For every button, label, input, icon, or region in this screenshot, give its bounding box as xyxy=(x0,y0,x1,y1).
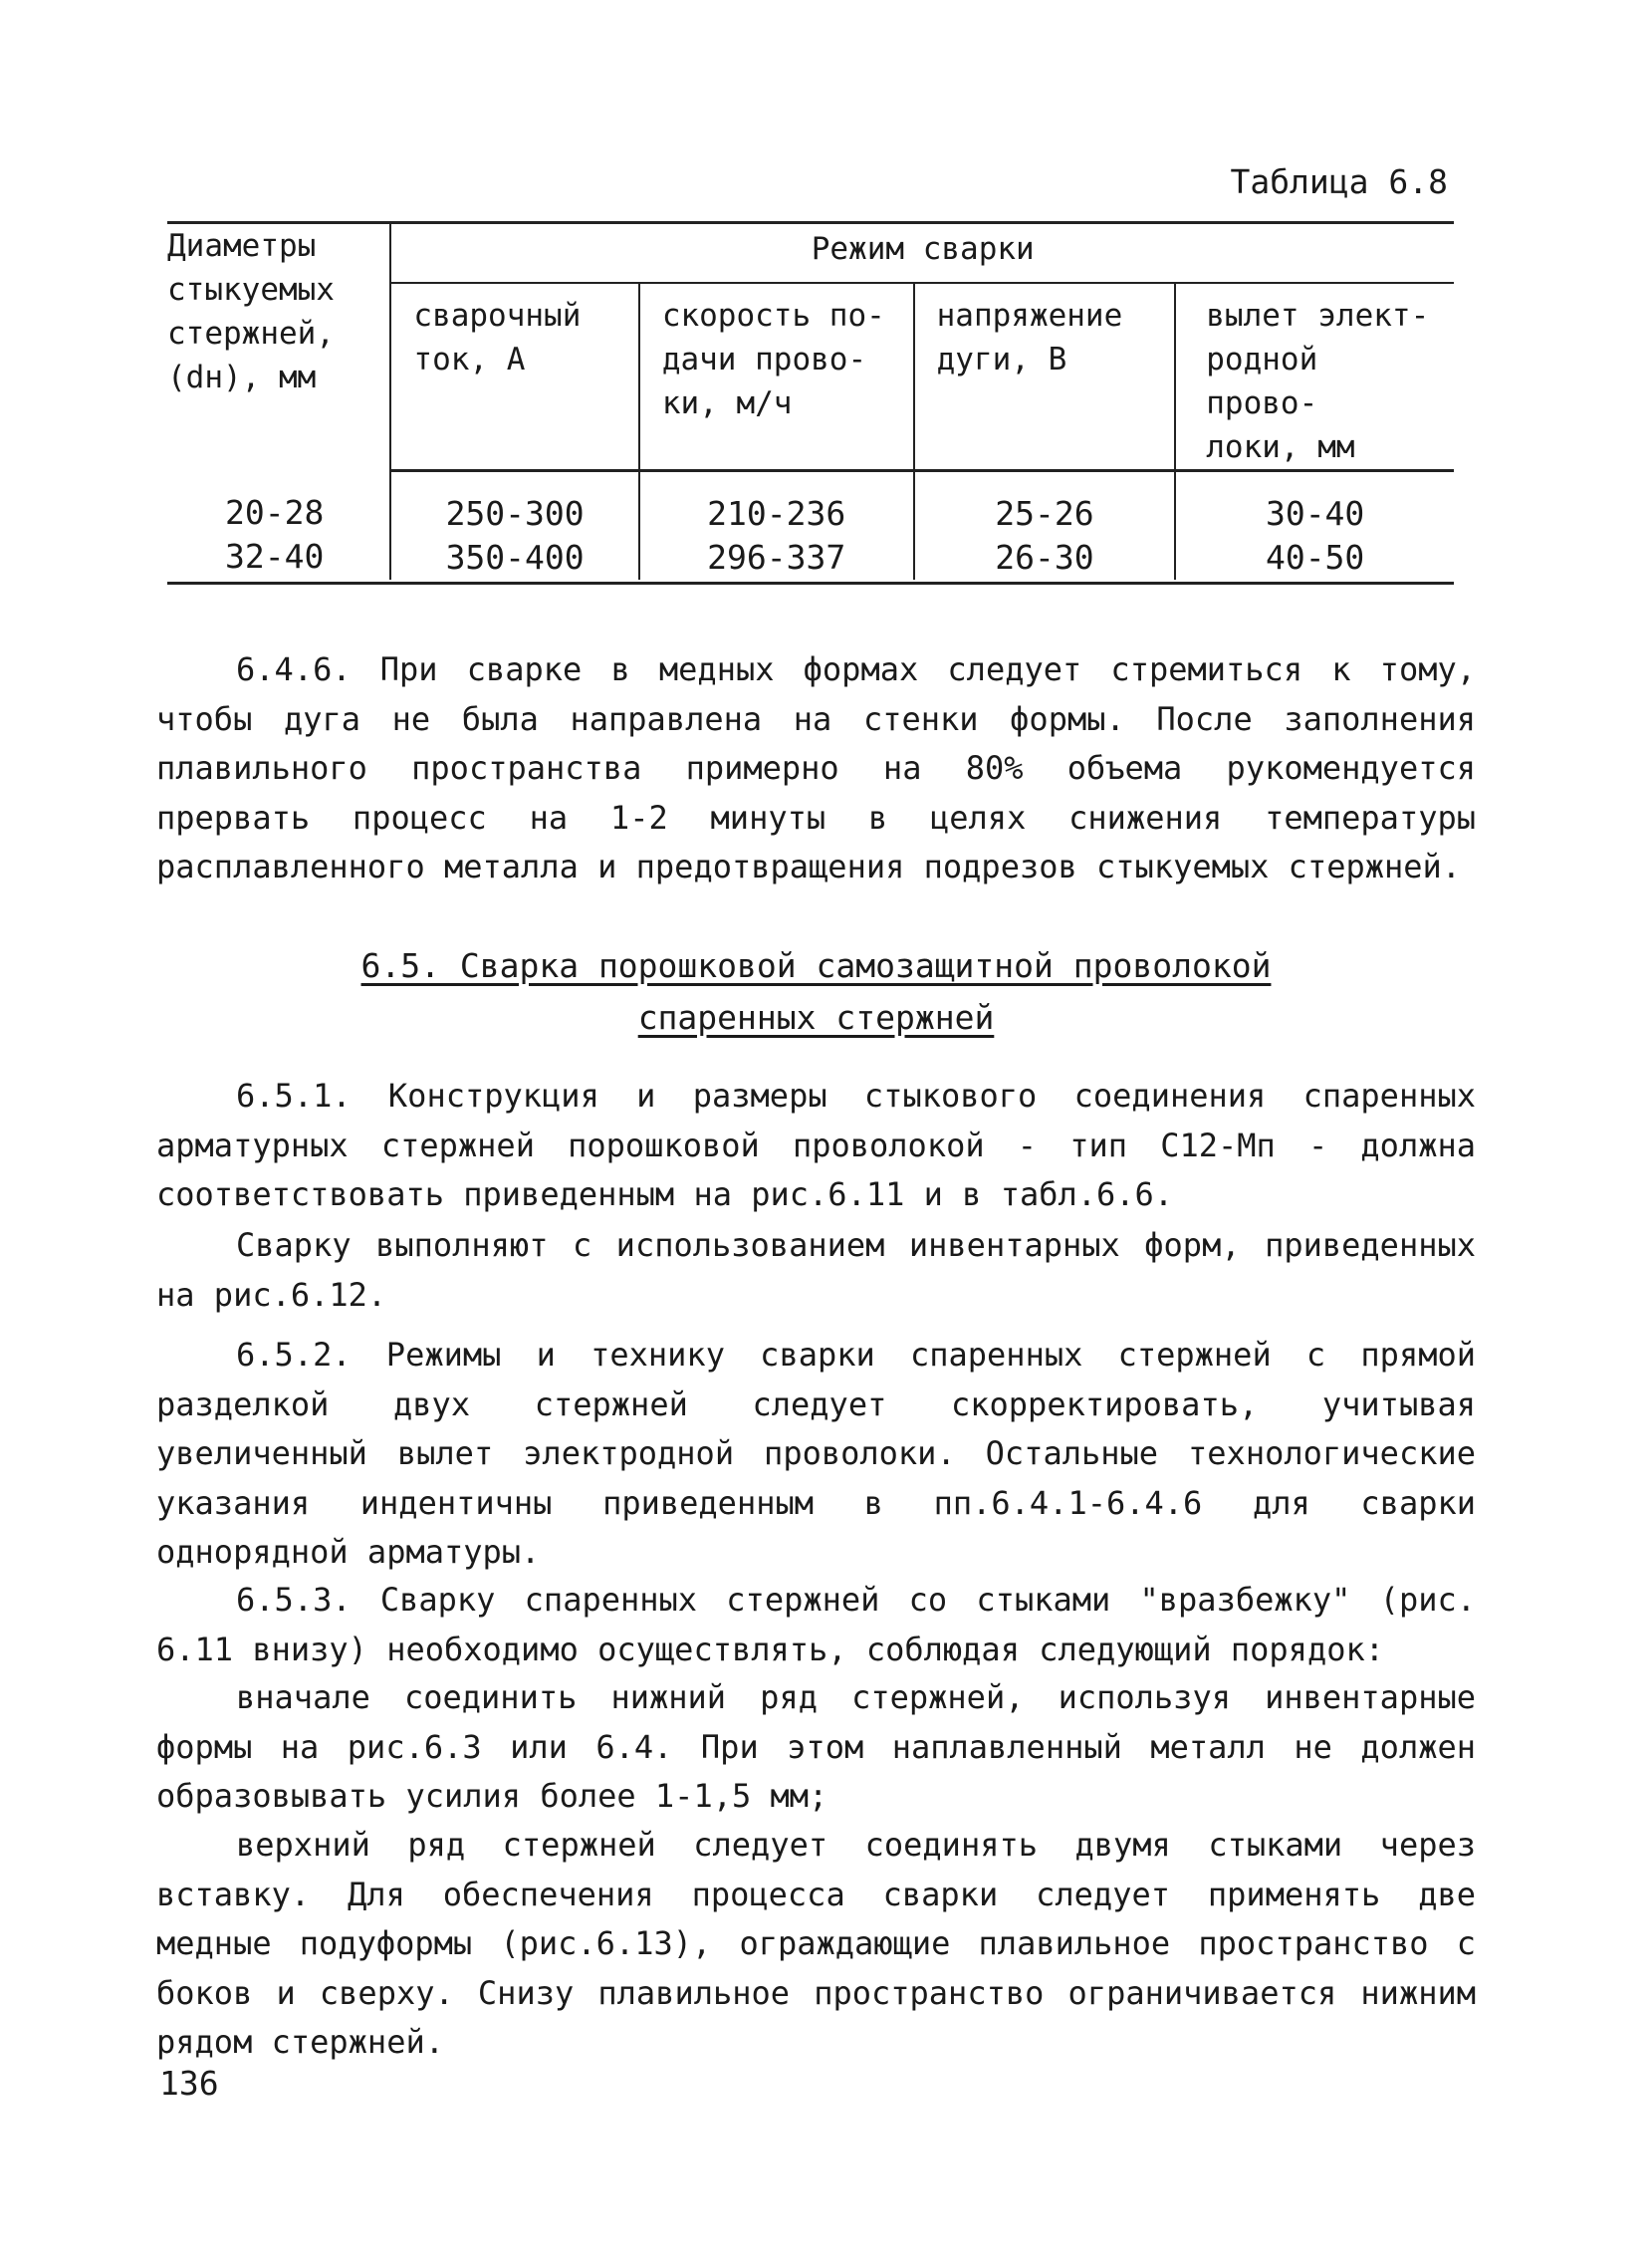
diameter-header-line: стержней, xyxy=(167,316,335,352)
section-heading-line: 6.5. Сварка порошковой самозащитной проволокой xyxy=(360,946,1272,985)
section-heading-line: спаренных стержней xyxy=(637,998,995,1037)
page-number: 136 xyxy=(159,2064,219,2103)
diameter-header-line: стыкуемых xyxy=(167,272,335,308)
header-line: ток, А xyxy=(413,342,526,377)
paragraph-6-5-2: 6.5.2. Режимы и технику сварки спаренных стержней с прямой разделкой двух стержней следует скорректировать, учитывая увеличенный вылет электродной проволоки. Остальные технологические указания индентичны приведенным в пп.6.4.1-6.4.6 для сварки однорядной арматуры. xyxy=(156,1336,1476,1572)
header-line: родной прово- xyxy=(1206,342,1318,421)
header-line: дуги, В xyxy=(936,342,1067,377)
section-heading xyxy=(156,940,1476,1044)
paragraph-6-5-3-upper-row: верхний ряд стержней следует соединять двумя стыками через вставку. Для обеспечения процесса сварки следует применять две медные подуформы (рис.6.13), ограждающие плавильное пространство с боков и сверху. Снизу плавильное пространство ограничивается нижним рядом стержней. xyxy=(156,1826,1476,2062)
table-bottom-rule xyxy=(167,582,1454,585)
table-cell: 26-30 xyxy=(995,538,1094,577)
paragraph-6-5-3-lower-row: вначале соединить нижний ряд стержней, используя инвентарные формы на рис.6.3 или 6.4. При этом наплавленный металл не должен образовывать усилия более 1-1,5 мм; xyxy=(156,1678,1476,1816)
paragraph-6-5-3: 6.5.3. Сварку спаренных стержней со стыками "вразбежку" (рис. 6.11 внизу) необходимо осуществлять, соблюдая следующий порядок: xyxy=(156,1581,1476,1668)
table-cell: 350-400 xyxy=(445,538,585,577)
current-cell xyxy=(390,471,638,581)
header-line: скорость по- xyxy=(661,298,885,334)
regime-header: Режим сварки xyxy=(390,223,1454,284)
voltage-cell xyxy=(914,471,1176,581)
diameter-header xyxy=(167,223,390,471)
header-line: ки, м/ч xyxy=(661,385,793,421)
feed-speed-header xyxy=(639,283,914,471)
paragraph-6-5-1: 6.5.1. Конструкция и размеры стыкового соединения спаренных арматурных стержней порошковой проволокой - тип С12-Мп - должна соответствовать приведенным на рис.6.11 и в табл.6.6. xyxy=(156,1077,1476,1214)
diameter-header-line: Диаметры xyxy=(167,228,317,264)
table-caption: Таблица 6.8 xyxy=(1230,162,1448,201)
diameter-header-line: (dн), мм xyxy=(167,360,317,395)
feed-speed-cell xyxy=(639,471,914,581)
wire-stickout-header xyxy=(1175,283,1454,471)
current-header xyxy=(390,283,638,471)
table-cell: 250-300 xyxy=(445,494,585,533)
table-cell: 210-236 xyxy=(707,494,846,533)
header-line: вылет элект- xyxy=(1206,298,1430,334)
wire-stickout-cell xyxy=(1175,471,1454,581)
header-line: напряжение xyxy=(936,298,1123,334)
table-cell: 20-28 xyxy=(225,492,325,532)
diameter-cell xyxy=(167,471,390,581)
paragraph-6-5-1-forms: Сварку выполняют с использованием инвентарных форм, приведенных на рис.6.12. xyxy=(156,1226,1476,1314)
welding-modes-table xyxy=(167,221,1454,580)
paragraph-6-4-6: 6.4.6. При сварке в медных формах следует стремиться к тому, чтобы дуга не была направлена на стенки формы. После заполнения плавильного пространства примерно на 80% объема рукомендуется прервать процесс на 1-2 минуты в целях снижения температуры расплавленного металла и предотвращения подрезов стыкуемых стержней. xyxy=(156,650,1476,886)
table-cell: 296-337 xyxy=(707,538,846,577)
table-cell: 30-40 xyxy=(1265,494,1365,533)
header-line: сварочный xyxy=(413,298,582,334)
header-line: дачи прово- xyxy=(661,342,867,377)
header-line: локи, мм xyxy=(1206,429,1355,465)
table-cell: 32-40 xyxy=(225,536,325,576)
voltage-header xyxy=(914,283,1176,471)
table-cell: 25-26 xyxy=(995,494,1094,533)
table-cell: 40-50 xyxy=(1265,538,1365,577)
